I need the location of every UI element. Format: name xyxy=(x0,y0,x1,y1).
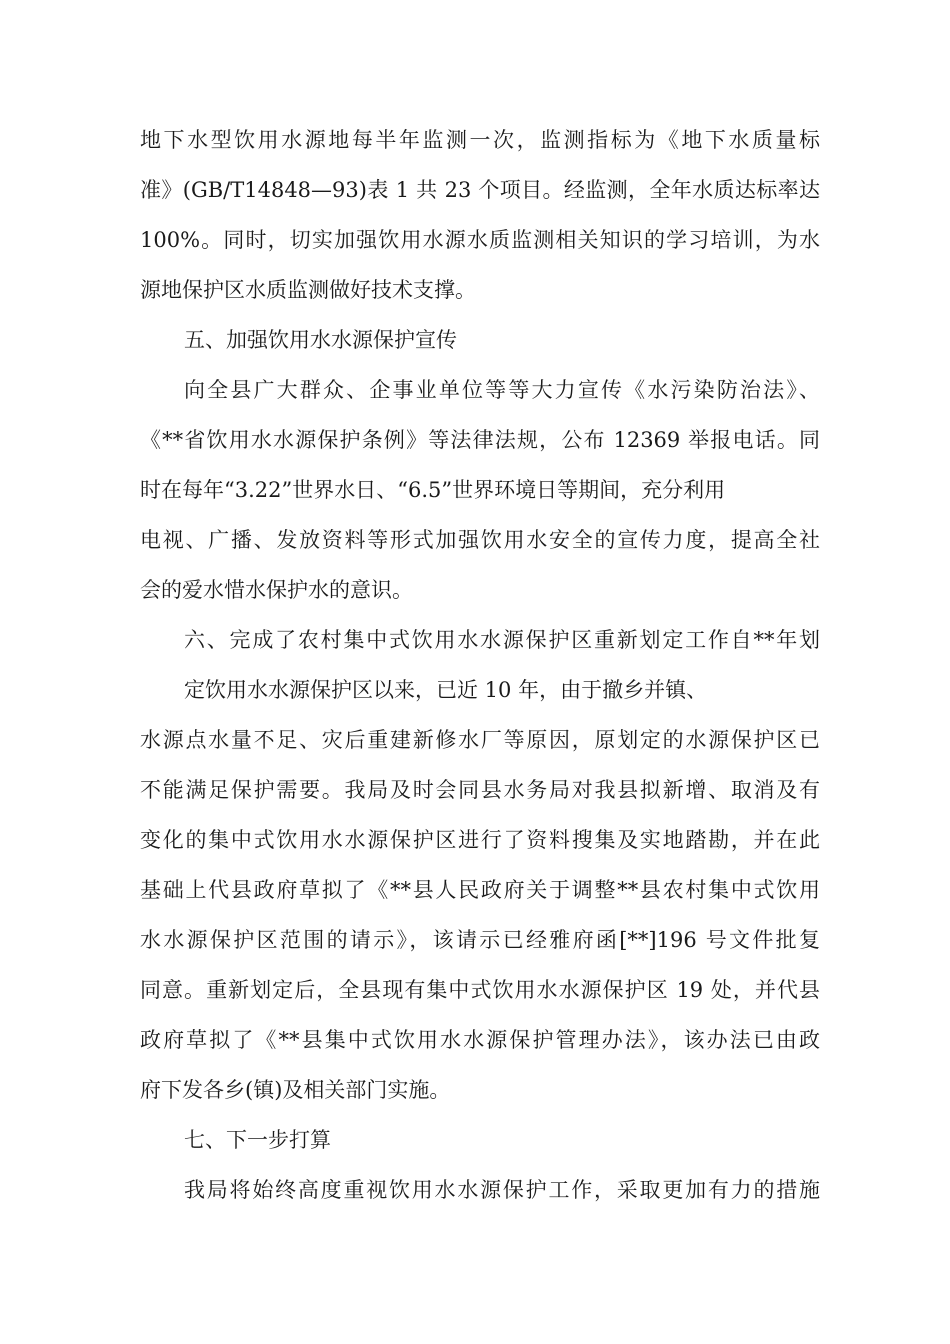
text-line: 变化的集中式饮用水水源保护区进行了资料搜集及实地踏勘，并在此 xyxy=(140,828,820,852)
text-line: 同意。重新划定后，全县现有集中式饮用水水源保护区 19 处，并代县 xyxy=(140,978,820,1002)
text-line: 地下水型饮用水源地每半年监测一次，监测指标为《地下水质量标 xyxy=(140,128,820,152)
text-line: 电视、广播、发放资料等形式加强饮用水安全的宣传力度，提高全社 xyxy=(140,528,820,552)
text-line: 基础上代县政府草拟了《**县人民政府关于调整**县农村集中式饮用 xyxy=(140,878,820,902)
text-line: 府下发各乡(镇)及相关部门实施。 xyxy=(140,1078,451,1102)
text-line: 准》(GB/T14848—93)表 1 共 23 个项目。经监测，全年水质达标率达 xyxy=(140,178,820,202)
text-line: 六、完成了农村集中式饮用水水源保护区重新划定工作自**年划 xyxy=(184,628,820,652)
text-line: 会的爱水惜水保护水的意识。 xyxy=(140,578,413,602)
text-line: 不能满足保护需要。我局及时会同县水务局对我县拟新增、取消及有 xyxy=(140,778,820,802)
text-line: 定饮用水水源保护区以来，已近 10 年，由于撤乡并镇、 xyxy=(184,678,708,702)
text-line: 《**省饮用水水源保护条例》等法律法规，公布 12369 举报电话。同 xyxy=(140,428,820,452)
text-line: 时在每年“3.22”世界水日、“6.5”世界环境日等期间，充分利用 xyxy=(140,478,726,502)
text-line: 五、加强饮用水水源保护宣传 xyxy=(184,328,457,352)
text-line: 向全县广大群众、企事业单位等等大力宣传《水污染防治法》、 xyxy=(184,378,820,402)
text-line: 水水源保护区范围的请示》，该请示已经雅府函[**]196 号文件批复 xyxy=(140,928,820,952)
text-line: 政府草拟了《**县集中式饮用水水源保护管理办法》，该办法已由政 xyxy=(140,1028,820,1052)
text-line: 我局将始终高度重视饮用水水源保护工作，采取更加有力的措施 xyxy=(184,1178,820,1202)
text-line: 水源点水量不足、灾后重建新修水厂等原因，原划定的水源保护区已 xyxy=(140,728,820,752)
text-line: 100%。同时，切实加强饮用水源水质监测相关知识的学习培训，为水 xyxy=(140,228,820,252)
text-line: 七、下一步打算 xyxy=(184,1128,331,1152)
text-line: 源地保护区水质监测做好技术支撑。 xyxy=(140,278,476,302)
